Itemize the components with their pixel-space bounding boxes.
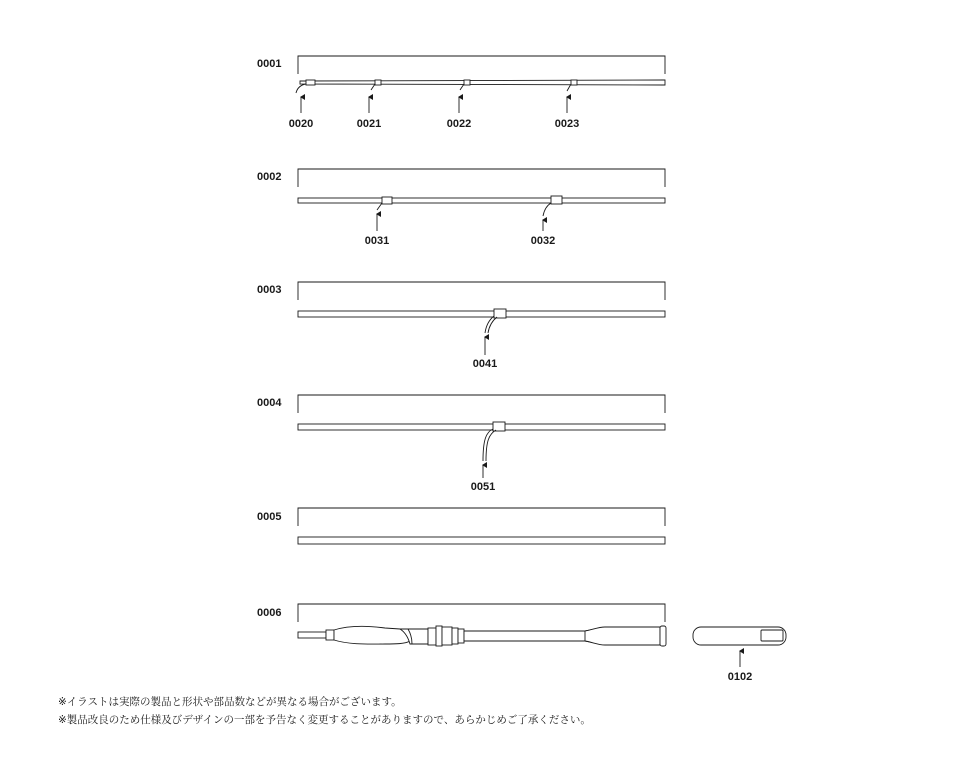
rod-blank <box>298 537 665 544</box>
section-bracket <box>298 508 665 526</box>
tip-blank <box>300 80 665 85</box>
section-0005 <box>257 508 665 544</box>
section-label-0002: 0002 <box>257 171 282 183</box>
disclaimer-illustration-note: ※イラストは実際の製品と形状や部品数などが異なる場合がございます。 <box>58 696 402 708</box>
section-label-0004: 0004 <box>257 397 282 409</box>
part-0102-graphic <box>693 627 786 645</box>
section-0004 <box>257 395 665 493</box>
callout-0031: 0031 <box>364 235 390 247</box>
callout-0102: 0102 <box>727 671 753 683</box>
section-label-0005: 0005 <box>257 511 282 523</box>
callout-0020: 0020 <box>288 118 314 130</box>
callout-0021: 0021 <box>356 118 382 130</box>
callout-0023: 0023 <box>554 118 580 130</box>
section-label-0006: 0006 <box>257 607 282 619</box>
callout-0022: 0022 <box>446 118 472 130</box>
section-0003 <box>257 282 665 370</box>
rod-handle-graphic <box>298 626 666 646</box>
section-bracket <box>298 169 665 187</box>
rod-blank <box>298 424 665 430</box>
rod-blank <box>298 311 665 317</box>
section-label-0003: 0003 <box>257 284 282 296</box>
section-label-0001: 0001 <box>257 58 282 70</box>
section-0006 <box>257 604 786 683</box>
callout-0032: 0032 <box>530 235 556 247</box>
section-bracket <box>298 56 665 74</box>
section-0001 <box>257 56 665 130</box>
callout-0051: 0051 <box>470 481 496 493</box>
section-bracket <box>298 282 665 300</box>
section-0002 <box>257 169 665 247</box>
disclaimer-spec-change-note: ※製品改良のため仕様及びデザインの一部を予告なく変更することがありますので、あらかじめご了承ください。 <box>58 714 591 726</box>
section-bracket <box>298 604 665 622</box>
section-bracket <box>298 395 665 413</box>
callout-0041: 0041 <box>472 358 498 370</box>
rod-blank <box>298 198 665 203</box>
